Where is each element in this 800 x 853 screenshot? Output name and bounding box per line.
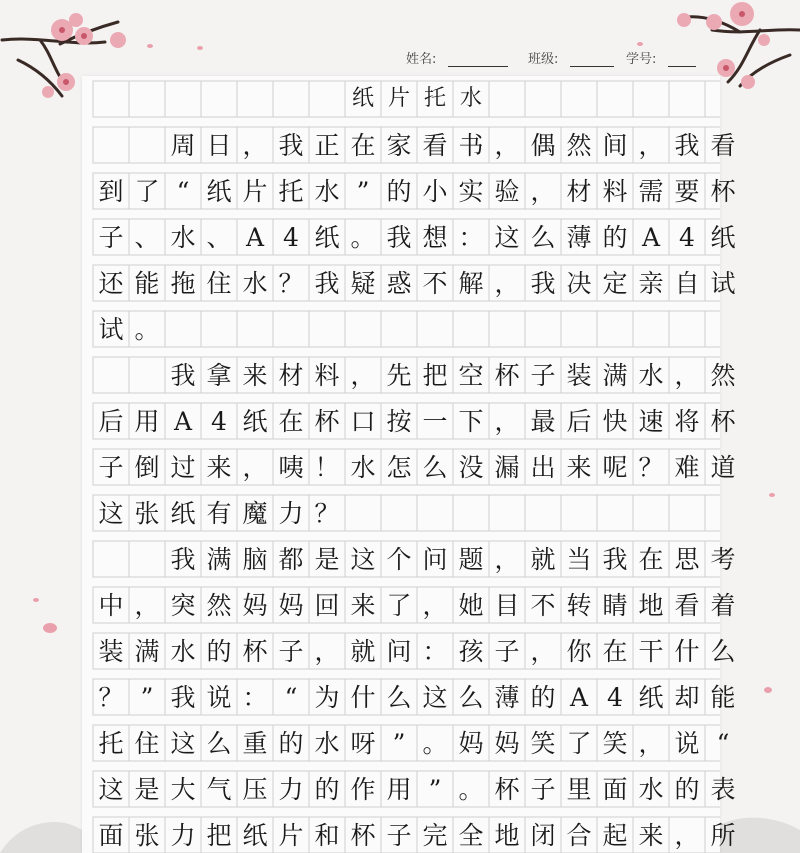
essay-character: 没 (458, 452, 484, 482)
essay-character: 到 (98, 176, 124, 206)
essay-character: 水 (350, 452, 376, 482)
essay-character: 么 (206, 728, 232, 758)
essay-character: ， (494, 268, 520, 298)
essay-character: 来 (350, 590, 376, 620)
essay-character: 水 (170, 222, 196, 252)
title-character: 托 (423, 86, 446, 111)
essay-character: ， (494, 406, 520, 436)
essay-character: 空 (458, 360, 484, 390)
essay-character: 托 (278, 176, 304, 206)
essay-character: 水 (638, 360, 664, 390)
essay-character: 的 (530, 682, 556, 712)
essay-character: ？ (638, 452, 664, 482)
essay-character: 家 (386, 130, 412, 160)
essay-character: 大 (170, 774, 196, 804)
essay-character: 么 (422, 452, 448, 482)
essay-character: 在 (350, 130, 376, 160)
essay-character: 不 (422, 268, 448, 298)
essay-character: 杯 (710, 406, 736, 436)
essay-character: 全 (458, 820, 484, 850)
essay-character: 呢 (602, 452, 628, 482)
essay-character: ！ (314, 452, 340, 482)
essay-character: 的 (314, 774, 340, 804)
essay-character: 张 (134, 820, 160, 850)
essay-character: 先 (386, 360, 412, 390)
essay-character: 力 (278, 774, 304, 804)
essay-character: 了 (566, 728, 592, 758)
essay-character: 却 (674, 682, 700, 712)
essay-character: 验 (494, 176, 520, 206)
essay-character: 料 (314, 360, 340, 390)
essay-character: A (173, 406, 193, 436)
title-character: 片 (387, 86, 410, 111)
essay-character: 闭 (530, 820, 556, 850)
essay-character: 子 (530, 360, 556, 390)
essay-character: 有 (206, 498, 232, 528)
essay-character: 然 (566, 130, 592, 160)
essay-character: 这 (98, 498, 124, 528)
essay-character: ， (674, 360, 700, 390)
essay-character: 薄 (566, 222, 592, 252)
essay-character: “ (716, 728, 730, 758)
essay-character: 妈 (278, 590, 304, 620)
essay-character: 思 (674, 544, 700, 574)
essay-character: 装 (566, 360, 592, 390)
essay-character: 笑 (530, 728, 556, 758)
essay-character: 题 (458, 544, 484, 574)
essay-character: 纸 (314, 222, 340, 252)
essay-character: 、 (206, 222, 232, 252)
essay-character: 为 (314, 682, 340, 712)
essay-character: 日 (206, 130, 232, 160)
essay-character: 什 (350, 682, 376, 712)
essay-character: 的 (206, 636, 232, 666)
essay-character: 她 (458, 590, 484, 620)
number-label: 学号: (626, 52, 657, 67)
essay-character: 住 (206, 268, 232, 298)
essay-character: 解 (458, 268, 484, 298)
essay-character: 干 (638, 636, 664, 666)
essay-character: 薄 (494, 682, 520, 712)
essay-character: 了 (134, 176, 160, 206)
essay-character: 难 (674, 452, 700, 482)
essay-character: 笑 (602, 728, 628, 758)
essay-character: 我 (170, 360, 196, 390)
essay-character: 把 (206, 820, 232, 850)
essay-character: 的 (674, 774, 700, 804)
essay-character: 纸 (710, 222, 736, 252)
essay-character: ” (392, 728, 406, 758)
essay-character: 在 (602, 636, 628, 666)
name-blank[interactable] (448, 66, 508, 67)
essay-character: 面 (602, 774, 628, 804)
essay-character: 看 (710, 130, 736, 160)
essay-character: 子 (530, 774, 556, 804)
title-character: 纸 (351, 86, 374, 111)
essay-character: 自 (674, 268, 700, 298)
essay-character: 纸 (170, 498, 196, 528)
essay-character: 来 (566, 452, 592, 482)
essay-character: ， (350, 360, 376, 390)
essay-character: 。 (134, 314, 160, 344)
essay-character: 地 (494, 820, 520, 850)
essay-character: 后 (98, 406, 124, 436)
essay-character: 能 (134, 268, 160, 298)
essay-character: 想 (422, 222, 448, 252)
essay-character: 和 (314, 820, 340, 850)
essay-character: 小 (422, 176, 448, 206)
essay-character: 纸 (242, 406, 268, 436)
essay-character: ， (494, 130, 520, 160)
essay-character: 看 (422, 130, 448, 160)
essay-character: 漏 (494, 452, 520, 482)
composition-paper (82, 76, 736, 853)
essay-character: ， (242, 130, 268, 160)
essay-character: 杯 (494, 360, 520, 390)
essay-character: 张 (134, 498, 160, 528)
essay-character: 我 (170, 682, 196, 712)
essay-character: 水 (638, 774, 664, 804)
essay-character: ， (494, 544, 520, 574)
essay-character: ， (638, 130, 664, 160)
essay-character: 子 (278, 636, 304, 666)
essay-character: 后 (566, 406, 592, 436)
essay-character: 要 (674, 176, 700, 206)
essay-character: 就 (350, 636, 376, 666)
essay-character: ， (674, 820, 700, 850)
essay-character: A (569, 682, 589, 712)
essay-character: 口 (350, 406, 376, 436)
essay-character: 满 (134, 636, 160, 666)
essay-character: 子 (494, 636, 520, 666)
essay-character: 就 (530, 544, 556, 574)
essay-character: 个 (386, 544, 412, 574)
essay-character: 4 (679, 222, 695, 252)
essay-character: 纸 (638, 682, 664, 712)
essay-character: 来 (206, 452, 232, 482)
essay-character: 托 (98, 728, 124, 758)
essay-character: 4 (211, 406, 227, 436)
essay-character: 纸 (242, 820, 268, 850)
essay-character: 我 (674, 130, 700, 160)
essay-character: 突 (170, 590, 196, 620)
essay-character: 。 (350, 222, 376, 252)
essay-character: 将 (674, 406, 700, 436)
essay-character: 在 (278, 406, 304, 436)
number-blank[interactable] (668, 66, 696, 67)
essay-character: 问 (386, 636, 412, 666)
essay-character: 力 (170, 820, 196, 850)
essay-character: 疑 (350, 268, 376, 298)
essay-character: 片 (278, 820, 304, 850)
essay-character: ， (530, 176, 556, 206)
essay-character: ： (422, 636, 448, 666)
essay-character: 的 (602, 222, 628, 252)
essay-character: 然 (206, 590, 232, 620)
essay-character: 我 (530, 268, 556, 298)
essay-character: 孩 (458, 636, 484, 666)
essay-character: 拿 (206, 360, 232, 390)
essay-character: 速 (638, 406, 664, 436)
essay-character: 杯 (494, 774, 520, 804)
essay-character: 起 (602, 820, 628, 850)
title-character: 水 (459, 86, 482, 111)
essay-character: 怎 (386, 452, 412, 482)
essay-character: 回 (314, 590, 340, 620)
essay-character: 么 (458, 682, 484, 712)
essay-character: ” (428, 774, 442, 804)
essay-character: 什 (674, 636, 700, 666)
essay-character: 中 (98, 590, 124, 620)
essay-character: 正 (314, 130, 340, 160)
essay-character: ， (638, 728, 664, 758)
essay-character: 看 (674, 590, 700, 620)
student-info-header (400, 48, 700, 72)
essay-character: 满 (602, 360, 628, 390)
essay-character: 目 (494, 590, 520, 620)
essay-character: 子 (98, 222, 124, 252)
class-label: 班级: (528, 52, 559, 67)
essay-character: 么 (710, 636, 736, 666)
essay-character: 水 (170, 636, 196, 666)
essay-character: 杯 (242, 636, 268, 666)
essay-character: 间 (602, 130, 628, 160)
essay-character: 说 (206, 682, 232, 712)
essay-character: 这 (170, 728, 196, 758)
essay-character: 考 (710, 544, 736, 574)
essay-character: 快 (602, 406, 628, 436)
essay-character: 水 (242, 268, 268, 298)
essay-character: 脑 (242, 544, 268, 574)
essay-character: 表 (710, 774, 736, 804)
essay-character: 来 (242, 360, 268, 390)
essay-character: 试 (98, 314, 124, 344)
essay-character: 睛 (602, 590, 628, 620)
essay-character: 来 (638, 820, 664, 850)
essay-character: 水 (314, 728, 340, 758)
essay-character: 、 (134, 222, 160, 252)
essay-character: “ (284, 682, 298, 712)
essay-character: 倒 (134, 452, 160, 482)
essay-character: 我 (602, 544, 628, 574)
essay-character: 材 (278, 360, 304, 390)
essay-character: A (245, 222, 265, 252)
essay-character: 材 (566, 176, 592, 206)
essay-character: 出 (530, 452, 556, 482)
essay-character: 我 (170, 544, 196, 574)
essay-character: 我 (314, 268, 340, 298)
essay-character: 料 (602, 176, 628, 206)
essay-character: 妈 (242, 590, 268, 620)
essay-character: 用 (386, 774, 412, 804)
essay-character: 是 (314, 544, 340, 574)
essay-character: 子 (98, 452, 124, 482)
essay-character: 周 (170, 130, 196, 160)
essay-character: 最 (530, 406, 556, 436)
essay-character: 这 (422, 682, 448, 712)
essay-character: 满 (206, 544, 232, 574)
essay-character: 压 (242, 774, 268, 804)
essay-character: 杯 (710, 176, 736, 206)
essay-character: 定 (602, 268, 628, 298)
essay-character: 然 (710, 360, 736, 390)
essay-character: 我 (278, 130, 304, 160)
essay-character: 在 (638, 544, 664, 574)
essay-character: 需 (638, 176, 664, 206)
essay-character: 拖 (170, 268, 196, 298)
essay-character: 水 (314, 176, 340, 206)
essay-character: ？ (314, 498, 340, 528)
essay-character: ” (140, 682, 154, 712)
essay-character: 用 (134, 406, 160, 436)
essay-character: 么 (386, 682, 412, 712)
essay-character: ： (458, 222, 484, 252)
essay-character: 么 (530, 222, 556, 252)
essay-character: “ (176, 176, 190, 206)
essay-character: 下 (458, 406, 484, 436)
essay-character: 道 (710, 452, 736, 482)
essay-character: 按 (386, 406, 412, 436)
essay-character: 这 (350, 544, 376, 574)
essay-character: 。 (422, 728, 448, 758)
essay-character: 决 (566, 268, 592, 298)
essay-character: 。 (458, 774, 484, 804)
grid-row (93, 311, 720, 347)
essay-character: ， (422, 590, 448, 620)
essay-character: 惑 (386, 268, 412, 298)
essay-character: 杯 (314, 406, 340, 436)
essay-character: 气 (206, 774, 232, 804)
essay-character: 作 (350, 774, 376, 804)
name-label: 姓名: (406, 52, 437, 67)
essay-character: 都 (278, 544, 304, 574)
essay-character: ， (134, 590, 160, 620)
essay-character: 过 (170, 452, 196, 482)
essay-character: 偶 (530, 130, 556, 160)
essay-character: ， (530, 636, 556, 666)
essay-character: 这 (98, 774, 124, 804)
essay-character: A (641, 222, 661, 252)
essay-character: 实 (458, 176, 484, 206)
essay-character: 一 (422, 406, 448, 436)
class-blank[interactable] (570, 66, 614, 67)
essay-character: 面 (98, 820, 124, 850)
essay-character: ： (242, 682, 268, 712)
essay-character: ， (242, 452, 268, 482)
essay-character: 说 (674, 728, 700, 758)
essay-character: 咦 (278, 452, 304, 482)
essay-character: 住 (134, 728, 160, 758)
essay-character: 转 (566, 590, 592, 620)
essay-character: 杯 (350, 820, 376, 850)
essay-character: 书 (458, 130, 484, 160)
essay-character: 不 (530, 590, 556, 620)
essay-character: 这 (494, 222, 520, 252)
essay-character: 妈 (458, 728, 484, 758)
essay-character: 子 (386, 820, 412, 850)
essay-character: 里 (566, 774, 592, 804)
essay-character: 完 (422, 820, 448, 850)
essay-character: 我 (386, 222, 412, 252)
essay-character: 试 (710, 268, 736, 298)
essay-character: 当 (566, 544, 592, 574)
essay-character: 能 (710, 682, 736, 712)
essay-character: ， (314, 636, 340, 666)
essay-character: 问 (422, 544, 448, 574)
essay-character: 的 (386, 176, 412, 206)
essay-character: 合 (566, 820, 592, 850)
essay-character: 装 (98, 636, 124, 666)
essay-character: 着 (710, 590, 736, 620)
essay-character: 把 (422, 360, 448, 390)
essay-character: 是 (134, 774, 160, 804)
essay-character: 纸 (206, 176, 232, 206)
essay-character: 力 (278, 498, 304, 528)
essay-character: 妈 (494, 728, 520, 758)
essay-character: 4 (283, 222, 299, 252)
essay-character: ” (356, 176, 370, 206)
essay-character: 魔 (242, 498, 268, 528)
essay-character: 所 (710, 820, 736, 850)
essay-character: 还 (98, 268, 124, 298)
essay-character: 了 (386, 590, 412, 620)
essay-character: 呀 (350, 728, 376, 758)
essay-character: 你 (566, 636, 592, 666)
essay-character: 的 (278, 728, 304, 758)
essay-character: 4 (607, 682, 623, 712)
essay-character: ？ (278, 268, 304, 298)
essay-character: 片 (242, 176, 268, 206)
essay-character: 亲 (638, 268, 664, 298)
essay-character: 地 (638, 590, 664, 620)
essay-character: 重 (242, 728, 268, 758)
essay-character: ？ (98, 682, 124, 712)
